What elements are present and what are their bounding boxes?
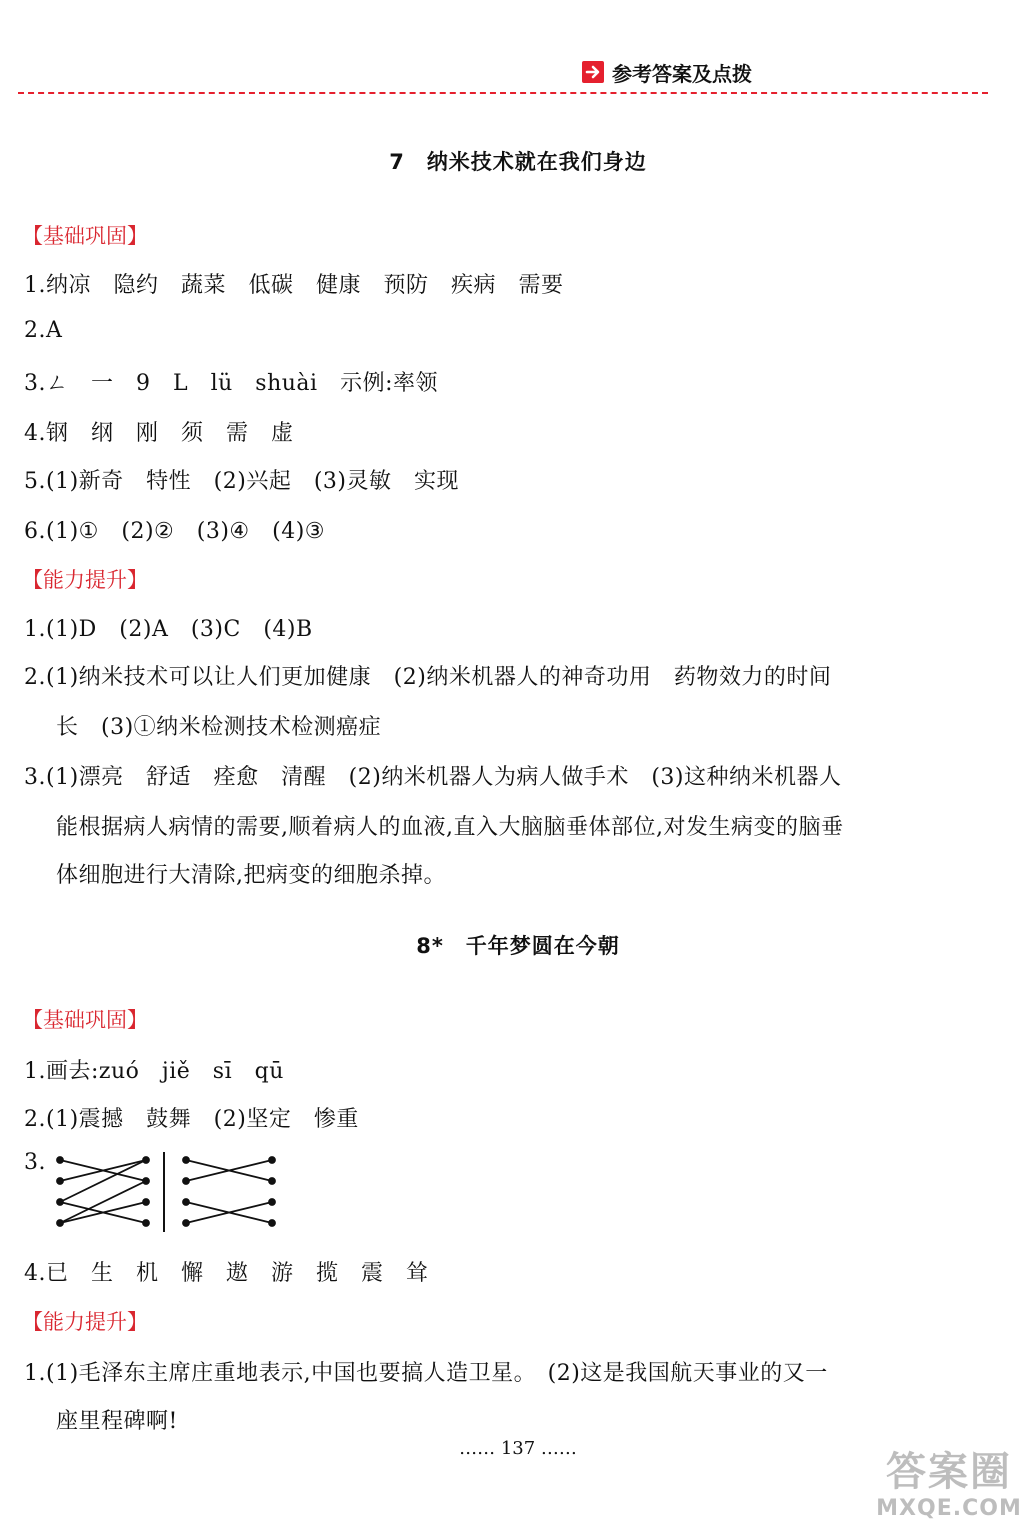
answer-line: 1.(1)D (2)A (3)C (4)B: [24, 617, 313, 642]
header-title: 参考答案及点拨: [612, 61, 752, 86]
watermark-top: 答案圈: [886, 1449, 1012, 1495]
header-label: [582, 58, 752, 86]
section-number: 7: [389, 150, 405, 174]
ability-tag: 【能力提升】: [22, 1310, 148, 1334]
basic-tag: 【基础巩固】: [22, 224, 148, 248]
answer-line: 6.(1)① (2)② (3)④ (4)③: [24, 519, 326, 544]
answer-line: 体细胞进行大清除,把病变的细胞杀掉。: [56, 863, 446, 888]
answer-line: 2.(1)纳米技术可以让人们更加健康 (2)纳米机器人的神奇功用 药物效力的时间: [24, 665, 832, 690]
answer-line: 5.(1)新奇 特性 (2)兴起 (3)灵敏 实现: [24, 469, 459, 494]
watermark-logo: [874, 1448, 1024, 1530]
watermark-bottom: MXQE.COM: [876, 1496, 1022, 1521]
section-title-7: [0, 146, 1036, 176]
section-title-text: 千年梦圆在今朝: [465, 934, 620, 958]
section-title-8: [0, 930, 1036, 960]
answer-line: 2.(1)震撼 鼓舞 (2)坚定 惨重: [24, 1107, 359, 1132]
answer-line: 4.钢 纲 刚 须 需 虚: [24, 421, 294, 446]
answer-line: 1.纳凉 隐约 蔬菜 低碳 健康 预防 疾病 需要: [24, 273, 564, 298]
answer-line: 座里程碑啊!: [56, 1409, 178, 1434]
basic-tag: 【基础巩固】: [22, 1008, 148, 1032]
answer-line: 3.(1)漂亮 舒适 痊愈 清醒 (2)纳米机器人为病人做手术 (3)这种纳米机器人: [24, 765, 842, 790]
answer-line: 1.画去:zuó jiě sī qū: [24, 1059, 284, 1084]
answer-line: 4.已 生 机 懈 遨 游 揽 震 耸: [24, 1261, 429, 1286]
arrow-right-icon: [582, 61, 604, 83]
answer-line: 1.(1)毛泽东主席庄重地表示,中国也要搞人造卫星。 (2)这是我国航天事业的又一: [24, 1361, 828, 1386]
answer-line: 3.ㄥ 一 9 L lü shuài 示例:率领: [24, 371, 438, 396]
section-number: 8*: [416, 934, 444, 958]
header-divider: [18, 92, 988, 94]
page-number: …… 137 ……: [459, 1438, 577, 1459]
section-title-text: 纳米技术就在我们身边: [426, 150, 647, 174]
answer-line: 3.: [24, 1150, 46, 1175]
matching-lines-figure: [22, 1150, 292, 1234]
ability-tag: 【能力提升】: [22, 568, 148, 592]
answer-line: 能根据病人病情的需要,顺着病人的血液,直入大脑脑垂体部位,对发生病变的脑垂: [56, 815, 844, 840]
answer-line: 2.A: [24, 318, 63, 343]
answer-line: 长 (3)①纳米检测技术检测癌症: [56, 715, 382, 740]
